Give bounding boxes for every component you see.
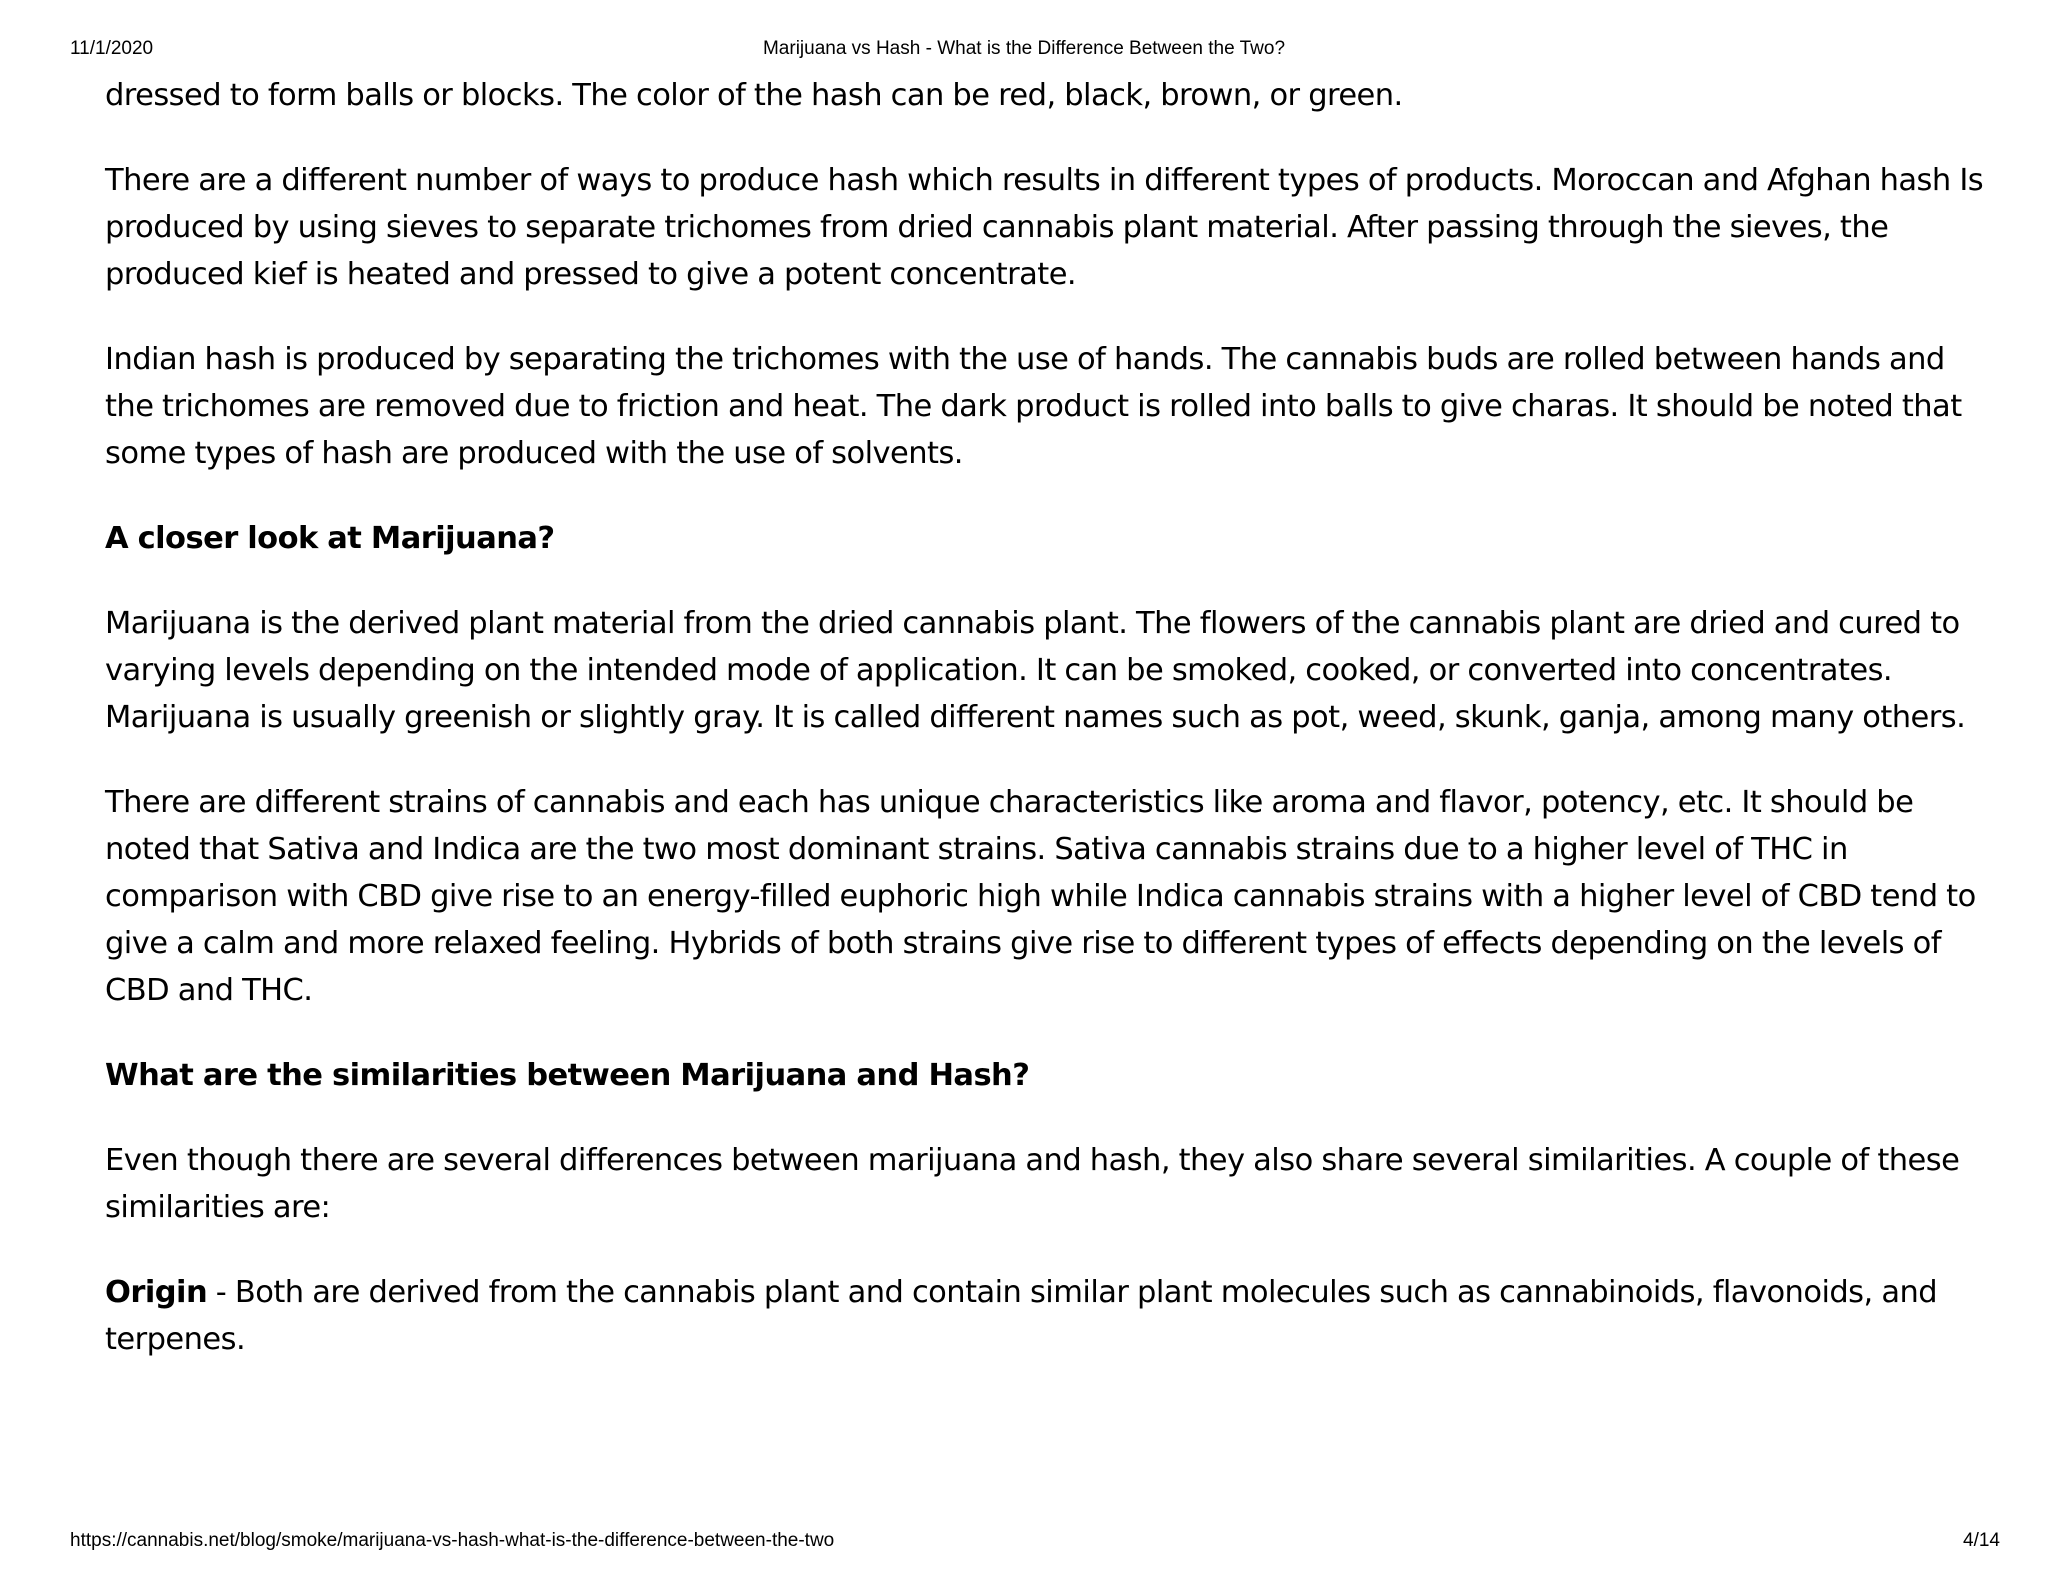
- heading-similarities: What are the similarities between Marijuana and Hash?: [105, 1058, 1030, 1093]
- article-body: [105, 72, 1985, 1401]
- origin-text: - Both are derived from the cannabis plant and contain similar plant molecules such as cannabinoids, flavonoids, and terpenes.: [105, 1275, 1938, 1357]
- heading-closer-look-marijuana: A closer look at Marijuana?: [105, 521, 555, 556]
- paragraph-similarities-intro: Even though there are several differences between marijuana and hash, they also share several similarities. A couple of these similarities are:: [105, 1143, 1960, 1225]
- page-number: 4/14: [1963, 1530, 2000, 1551]
- paragraph-indian-hash: Indian hash is produced by separating the trichomes with the use of hands. The cannabis buds are rolled between hands and the trichomes are removed due to friction and heat. The dark product is rolled into balls to give charas. It should be noted that some types of hash are produced with the use of solvents.: [105, 342, 1962, 471]
- print-footer: [0, 1530, 2048, 1560]
- paragraph-hash-production-methods: There are a different number of ways to produce hash which results in different types of products. Moroccan and Afghan hash Is produced by using sieves to separate trichomes from dried cannabis plant material. After passing through the sieves, the produced kief is heated and pressed to give a potent concentrate.: [105, 163, 1984, 292]
- print-date: 11/1/2020: [70, 38, 154, 59]
- paragraph-marijuana-description: Marijuana is the derived plant material from the dried cannabis plant. The flowers of the cannabis plant are dried and cured to varying levels depending on the intended mode of application. It can be smoked, cooked, or converted into concentrates. Marijuana is usually greenish or slightly gray. It is called different names such as pot, weed, skunk, ganja, among many others.: [105, 606, 1966, 735]
- paragraph-continued: dressed to form balls or blocks. The color of the hash can be red, black, brown, or green.: [105, 78, 1403, 113]
- origin-label: Origin: [105, 1275, 208, 1310]
- paragraph-origin: [105, 1269, 1985, 1363]
- page-url: https://cannabis.net/blog/smoke/marijuana-vs-hash-what-is-the-difference-between-the-two: [70, 1530, 835, 1551]
- print-header: [0, 38, 2048, 68]
- print-page-title: Marijuana vs Hash - What is the Difference Between the Two?: [762, 38, 1286, 59]
- paragraph-cannabis-strains: There are different strains of cannabis and each has unique characteristics like aroma and flavor, potency, etc. It should be noted that Sativa and Indica are the two most dominant strains. Sativa cannabis strains due to a higher level of THC in comparison with CBD give rise to an energy-filled euphoric high while Indica cannabis strains with a higher level of CBD tend to give a calm and more relaxed feeling. Hybrids of both strains give rise to different types of effects depending on the levels of CBD and THC.: [105, 785, 1976, 1008]
